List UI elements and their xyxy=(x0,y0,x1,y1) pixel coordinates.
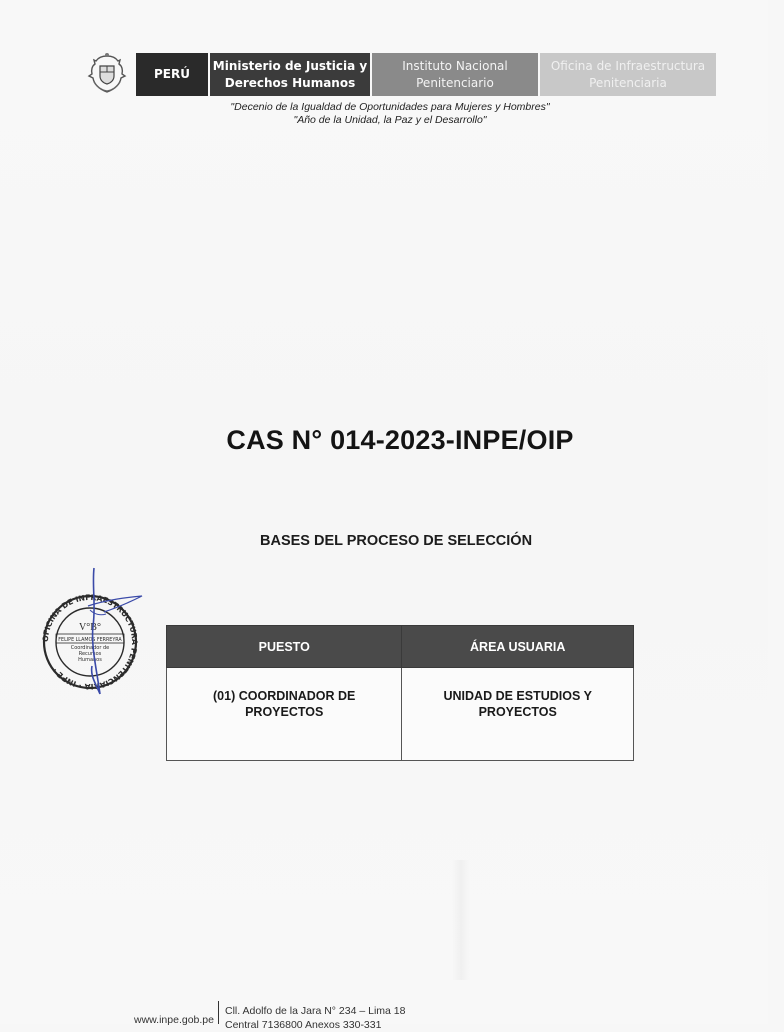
stamp-ring-text: OFICINA DE INFRAESTRUCTURA PENITENCIARIA · INPE · xyxy=(40,592,140,692)
motto-decade: "Decenio de la Igualdad de Oportunidades para Mujeres y Hombres" xyxy=(230,101,550,113)
scan-artifact xyxy=(452,860,470,980)
motto-year: "Año de la Unidad, la Paz y el Desarrollo" xyxy=(293,114,487,126)
document-subtitle: BASES DEL PROCESO DE SELECCIÓN xyxy=(260,533,533,549)
stamp-role-line2: Recursos xyxy=(78,651,102,657)
stamp-name: FELIPE LLAMOS FERREYRA xyxy=(58,638,122,643)
band-ministry-line1: Ministerio de Justicia y xyxy=(212,58,368,73)
approval-stamp xyxy=(30,566,150,702)
column-header-area: ÁREA USUARIA xyxy=(402,626,634,668)
cell-area-line2: PROYECTOS xyxy=(478,705,557,719)
column-header-puesto: PUESTO xyxy=(167,626,402,668)
footer-divider xyxy=(218,1001,219,1024)
stamp-vb: V°B° xyxy=(79,622,101,633)
footer-address xyxy=(225,1004,405,1032)
band-institute-line2: Penitenciario xyxy=(416,75,494,90)
header-band-office xyxy=(540,53,716,96)
band-institute-line1: Instituto Nacional xyxy=(402,58,508,73)
footer-address-line2: Central 7136800 Anexos 330-331 xyxy=(225,1019,382,1031)
document-title: CAS N° 014-2023-INPE/OIP xyxy=(226,425,574,455)
footer-address-line1: Cll. Adolfo de la Jara N° 234 – Lima 18 xyxy=(225,1005,406,1017)
footer-website-link[interactable]: www.inpe.gob.pe xyxy=(134,1014,214,1026)
stamp-role-line3: Humanos xyxy=(78,657,102,663)
cell-puesto-line1: (01) COORDINADOR DE xyxy=(213,689,356,703)
position-table xyxy=(166,625,634,761)
table-header-row xyxy=(167,626,634,668)
header-band-ministry xyxy=(210,53,370,96)
header-band-peru xyxy=(136,53,208,96)
band-peru-label: PERÚ xyxy=(154,67,190,81)
band-ministry-line2: Derechos Humanos xyxy=(224,75,356,90)
cell-area-line1: UNIDAD DE ESTUDIOS Y xyxy=(443,689,592,703)
peru-coat-of-arms-icon xyxy=(86,52,128,96)
table-row xyxy=(167,668,634,761)
header-band-institute xyxy=(372,53,538,96)
stamp-role-line1: Coordinador de xyxy=(70,645,110,651)
band-office-line1: Oficina de Infraestructura xyxy=(550,58,706,73)
cell-puesto-line2: PROYECTOS xyxy=(245,705,324,719)
cell-area xyxy=(402,668,634,761)
band-office-line2: Penitenciaria xyxy=(589,75,667,90)
cell-puesto xyxy=(167,668,402,761)
